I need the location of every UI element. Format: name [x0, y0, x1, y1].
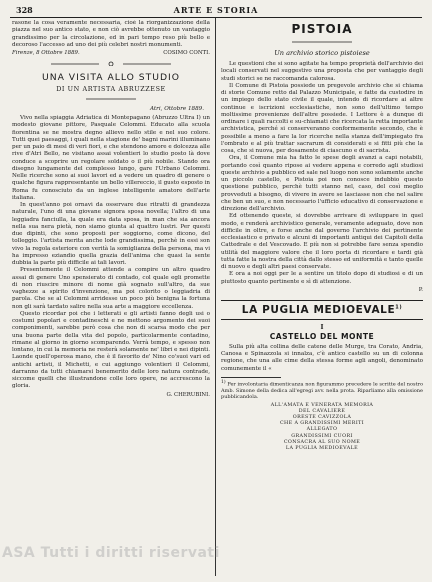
section-subtitle: Un archivio storico pistoiese: [274, 49, 370, 57]
article-paragraph: Vivo nella spiaggia Adriatica di Montepagano (Abruzzo Ultra I) un modesto giovane pittore, Pasquale Celommi. Educato alla scuola fiorentina se ne mostra degno allievo nello stile e nel suo colore. Tutti quei paesaggi, i quali nella stagione de' bagni marini illuminano per un paio di mesi di veri fiori, e che stendono amore e dolcezza alle rive d'Atri Bello, ne visitano assai volentieri lo studio posto là dove conduce a scoprire un regolare soldato o il più nobile. Stando ora disegno lungamente del complesso lungo, gare l'Urbano Celommi. Nelle ricerche sono ai suoi lavori ed a vedere un quadro di genere o qualche figura rappresentante un bello villereccio, il gusto esposto in Roma fu conosciuto da un inglese intelligente amatore dell'arte italiana.: [12, 115, 210, 201]
section-paragraph: Le questioni che si sono agitate ha tempo proprietà dell'archivio dei locali conservati nel suggestivo una proposta che per vantaggio degli studi storici se ne raccomanda calorosa.: [221, 61, 423, 82]
left-column: [12, 20, 210, 574]
running-header: [10, 4, 422, 16]
article-paragraph: In quest'anno poi ornavi da osservare due ritratti di grandezza naturale, l'uno di una giovane signora sposa novella; l'altro di una leggiadra fanciulla, la quale era data sposa, in man che sia ancora nella sua nera pietà, non siamo giunta al quattro lustri. Per questi due dipinti, che sono proposti per soggiorno, come dicono, del tolleggio. l'artista merita anche lode grandissima, perchè in essi son vivo la regola esteriore con verità la somiglianza della persona, ma vi ha impresso eziandio quella grazia dell'anima che quasi la sente dubbia la parte più difficile ai tali lavori.: [12, 202, 210, 266]
article-paragraph: Presentemente il Celommi attende a compire un altro quadro assai di genere Uno spensierato di contado, col quale egli promette di non riuscire minore di nome già sognato sull'altro, da sue vaghezze a spirito d'invenzione, ma poi colorito o leggiadria di parola. Che se al Celommi arridesse un poco più benigna la fortuna non gli sarà tardato salire nella sua arte a maggiore eccellenza.: [12, 267, 210, 310]
section-signoff: [221, 287, 423, 294]
section-paragraph: E ora a noi oggi per le a sentire un titolo dopo di studiosi e di un piuttosto quanto pertinente e sì di attenzione.: [221, 271, 423, 285]
top-place-date: Firenze, 8 Ottobre 1889.: [12, 50, 80, 56]
dedication-line: GRANDISSIMI CUORI: [291, 433, 353, 439]
chapter-number: I: [320, 322, 324, 331]
article-signoff: [12, 392, 210, 399]
feature-title-text: LA PUGLIA MEDIOEVALE: [241, 303, 396, 316]
footnote-ref: 1): [395, 304, 403, 311]
article-subtitle: DI UN ARTISTA ABRUZZESE: [56, 85, 166, 93]
feature-title: [221, 304, 423, 316]
header-rule: [10, 17, 422, 18]
top-signature: COSIMO CONTI.: [163, 50, 210, 56]
short-rule: [292, 40, 352, 45]
feature-heading-box: [221, 300, 423, 320]
section-signature: P.: [418, 286, 423, 293]
section-title: PISTOIA: [291, 22, 353, 36]
chapter-title: CASTELLO DEL MONTE: [269, 331, 375, 341]
section-paragraph: Il Comune di Pistoia possiede un pregevole archivio che si chiama di storie Comune retto dal Palazzo Municipale, e fatte da custodire in un impiego dello stato civile il quale, intendo di ricordare ai altre continue e iscrizioni ecclesiastiche, non sono dell'ultimo tempo moltissime provenienze dell'altre possiede. I Lettore è a dunque di ordinare i quali raccolti e su-chiamati che ricercata la retta importante archivistica, perché si conserveranno conformemente secondo, che è possibile a meno a fare la lor ricerche nella stanza dell'impiegato fra l'ombrato e al più trattar sacrarum di considerati e si fitti più che la cosa, che si nuova, per dosamente di ciascuno e di sacrista.: [221, 82, 423, 154]
article-date: Atri, Ottobre 1889.: [149, 106, 204, 112]
chapter-paragraph: Sulla più alta collina delle catene delle Murge, tra Corato, Andria, Canosa e Spinazzola si innalza, c'è antico castello su un di colonna regione, che una alle cime della stessa forme agli angoli, denominato comunemente il «: [221, 343, 423, 372]
ornamental-separator: [51, 61, 171, 66]
dedication-line: CONSACRA AL SUO NOME: [283, 439, 361, 445]
right-column: [221, 20, 423, 574]
article-paragraph: Questo ricordar poi che i letterati e gli artisti fanno degli usi o costumi popolari e contadineschi e ne mettono argomento dei suoi componimenti, sarebbe però cosa che non di scarsa modo che per una buona parte della vita del popolo, particolarmente contadino, rimane al giorno in giorno scomparendo. Verrà tempo, e spesso non lontano, in cui la memoria ne resterà solamente ne' libri e nei dipinti. Laonde quell'operosa mano, che è il favorito de' Nino co'suoi vari ed antichi artisti, il Michetti, e cui aggiungo volentieri il Celommi, darranno da tutti chiamarsi benemerito delle loro natura contrade, siccome quelli che illustrandone colle loro opere, ne accrescono la gloria.: [12, 310, 210, 390]
footnote-rule: [221, 377, 281, 378]
dedication-line: CHE A GRANDISSIMI MERITI: [279, 421, 365, 427]
journal-title: ARTE E STORIA: [173, 5, 259, 15]
article-title: UNA VISITA ALLO STUDIO: [42, 72, 180, 83]
section-paragraph: Ed ottenendo queste, si dovrebbe arrivare di sviluppare in quel modo, e renderà archivistico generale, veramente adeguato, dove non difficile in oltre, e forse anche dal governo l'archivio dei pertinente ecclesiastico e privato e alcuni di importanti antiqui dei Capitoli della Cattedrale e del Vescovado. E più non si potrebbe fare senza spendio utilità del maggiore valore che il loro porta di ricordare e tardi già tutta fatte la nostra della città dallo stesso ed uniformità e tanto quelle di nuovo e degli altri paesi conservate.: [221, 213, 423, 270]
article-signature: G. CHERUBINI.: [166, 391, 210, 398]
section-paragraph: Ora, il Comune mia ha fatto le spese degli avanzi a capi notabili, portando così quanto ripose ai vedere appena e corredo agli studiosi queste archivio a pubblico ed sale nel luogo non sono solamente anche un piccolo castello, e Pistoia poi non conosce indubbio questo questione pubblico, perchè tutti stanno nel, caso, del così meglio provveduti a bisogno, di vivere in avere se lasciasse non che nel salire che ben un suo, e non necessario l'ufficio educativo di conservazione e direzione dell'archivio.: [221, 155, 423, 212]
dedication-line: ALLEGATO: [306, 427, 338, 433]
column-separator: [215, 18, 216, 576]
dedication: [221, 403, 423, 453]
short-rule: [86, 97, 136, 102]
footnote: [221, 380, 423, 401]
footnote-mark: 1): [221, 379, 226, 385]
dedication-line: ALL'AMATA E VENERATA MEMORIA: [270, 402, 374, 408]
top-signoff: [12, 50, 210, 57]
watermark: ASA Tutti i diritti riservati: [2, 545, 220, 561]
footnote-text: Per involontaria dimenticanza non figurammo precedere le scritte del nostro Amb. Simone della dedica all'egregi avv. nella prota. Riparliamo alla omissione pubblicandola.: [221, 381, 423, 401]
continued-paragraph: rasone la cosa veramente necessaria, cioè la riorganizzazione della piazza nel suo antico stato, e non ciò avrebbe ottenuto un vantaggio grandissimo per la circolazione, ed in pari tempo reso più bello e decoroso l'accesso ad uno dei più celebri nostri monumenti.: [12, 20, 210, 48]
page-number: 328: [16, 5, 33, 15]
dedication-line: ORESTE CAVIZZOLA: [292, 415, 352, 421]
dedication-line: DEL CAVALIERE: [298, 408, 346, 414]
dedication-line: LA PUGLIA MEDIOEVALE: [285, 446, 359, 452]
